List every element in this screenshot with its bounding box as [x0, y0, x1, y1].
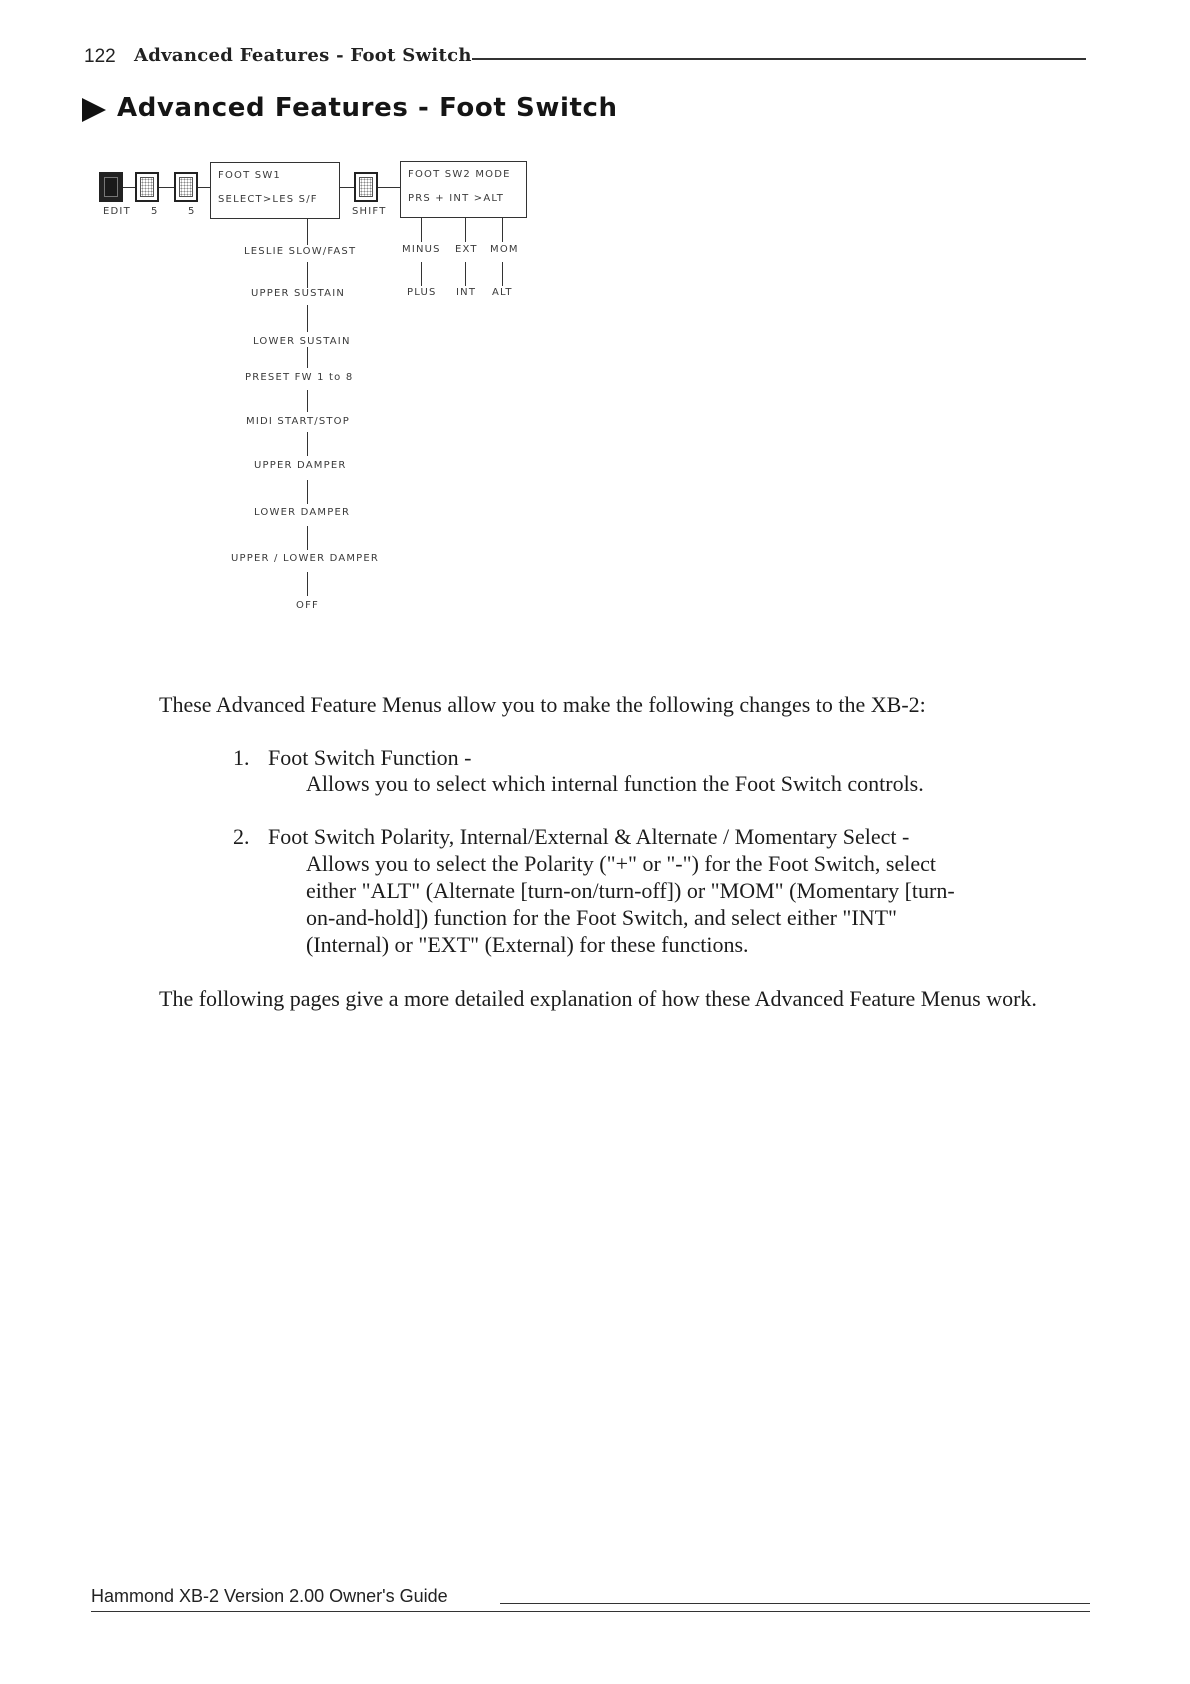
- lcd-foot-sw1-line1: FOOT SW1: [218, 170, 281, 181]
- list-item-line: Allows you to select which internal function the Foot Switch controls.: [306, 771, 924, 796]
- connector: [307, 262, 308, 288]
- connector: [307, 390, 308, 412]
- five-button-b-icon: [174, 172, 198, 202]
- closing-paragraph: The following pages give a more detailed explanation of how these Advanced Feature Menus work.: [159, 986, 1037, 1011]
- lcd-foot-sw2-line2: PRS + INT >ALT: [408, 193, 505, 204]
- function-item: UPPER / LOWER DAMPER: [231, 553, 380, 564]
- function-item: LESLIE SLOW/FAST: [244, 246, 357, 257]
- connector: [421, 218, 422, 242]
- mode-option-int: INT: [456, 287, 477, 298]
- connector: [502, 218, 503, 242]
- connector: [307, 526, 308, 550]
- mode-option-ext: EXT: [455, 244, 478, 255]
- list-item-line: either "ALT" (Alternate [turn-on/turn-off]) or "MOM" (Momentary [turn-: [306, 878, 955, 903]
- lcd-foot-sw1: [210, 162, 340, 219]
- function-item: LOWER DAMPER: [254, 507, 351, 518]
- connector: [378, 187, 400, 188]
- list-item-line: on-and-hold]) function for the Foot Switch, and select either "INT": [306, 905, 898, 930]
- mode-option-minus: MINUS: [402, 244, 441, 255]
- list-item-number: 2.: [233, 824, 250, 849]
- footer-rule: [500, 1603, 1090, 1604]
- list-item-title: Foot Switch Function -: [268, 745, 472, 770]
- five-label-b: 5: [188, 206, 196, 217]
- list-item-number: 1.: [233, 745, 250, 770]
- edit-button-icon: [99, 172, 123, 202]
- lcd-foot-sw1-line2: SELECT>LES S/F: [218, 194, 318, 205]
- mode-option-mom: MOM: [490, 244, 519, 255]
- shift-label: SHIFT: [352, 206, 387, 217]
- connector: [421, 262, 422, 286]
- connector: [340, 187, 354, 188]
- mode-option-plus: PLUS: [407, 287, 437, 298]
- shift-button-icon: [354, 172, 378, 202]
- connector: [307, 572, 308, 596]
- function-item: LOWER SUSTAIN: [253, 336, 351, 347]
- connector: [307, 480, 308, 504]
- connector: [307, 219, 308, 245]
- function-item: UPPER SUSTAIN: [251, 288, 346, 299]
- list-item-line: Allows you to select the Polarity ("+" or "-") for the Foot Switch, select: [306, 851, 936, 876]
- function-item: MIDI START/STOP: [246, 416, 350, 427]
- intro-paragraph: These Advanced Feature Menus allow you to make the following changes to the XB-2:: [159, 692, 926, 717]
- function-item: UPPER DAMPER: [254, 460, 347, 471]
- mode-option-alt: ALT: [492, 287, 513, 298]
- five-label-a: 5: [151, 206, 159, 217]
- connector: [198, 187, 210, 188]
- connector: [307, 432, 308, 456]
- list-item-title: Foot Switch Polarity, Internal/External & Alternate / Momentary Select -: [268, 824, 910, 849]
- five-button-a-icon: [135, 172, 159, 202]
- lcd-foot-sw2-line1: FOOT SW2 MODE: [408, 169, 511, 180]
- function-item: PRESET FW 1 to 8: [245, 372, 354, 383]
- lcd-foot-sw2-mode: [400, 161, 527, 218]
- running-title: Advanced Features - Foot Switch: [134, 45, 472, 66]
- function-item: OFF: [296, 600, 319, 611]
- connector: [465, 218, 466, 242]
- edit-label: EDIT: [103, 206, 131, 217]
- footer-rule: [91, 1611, 1090, 1612]
- list-item-line: (Internal) or "EXT" (External) for these functions.: [306, 932, 749, 957]
- connector: [502, 262, 503, 286]
- connector: [307, 347, 308, 368]
- section-title: Advanced Features - Foot Switch: [117, 93, 618, 123]
- page-number: 122: [84, 46, 116, 67]
- footer-guide-title: Hammond XB-2 Version 2.00 Owner's Guide: [91, 1586, 448, 1606]
- connector: [159, 187, 174, 188]
- connector: [307, 305, 308, 332]
- connector: [465, 262, 466, 286]
- connector: [123, 187, 135, 188]
- foot-switch-menu-diagram: [0, 0, 1190, 640]
